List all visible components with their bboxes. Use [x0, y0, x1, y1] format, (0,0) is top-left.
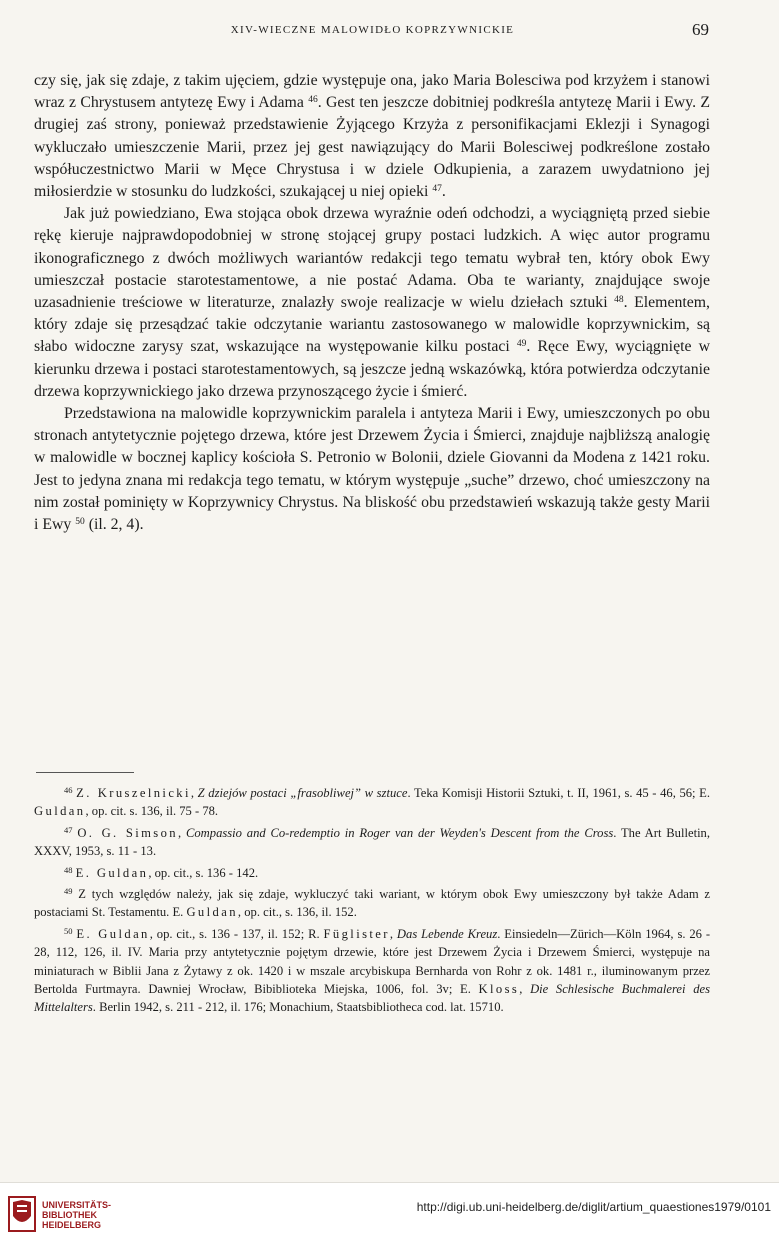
footnote-ref-50[interactable]: 50 [75, 517, 85, 528]
footnote-ref-49[interactable]: 49 [516, 339, 527, 350]
footnote-47: $^{47}$ O. G. Simson, Compassio and Co-redemptio in Roger van der Weyden's Descent from the Cross. The Art Bulletin, XXXV, 1953, s. 11 - 13. [34, 824, 711, 859]
library-name: UNIVERSITÄTS- BIBLIOTHEK HEIDELBERG [42, 1200, 112, 1230]
running-header [36, 20, 709, 44]
footnote-ref-46[interactable]: 46 [308, 95, 318, 106]
main-text [34, 70, 710, 536]
paragraph-2: Jak już powiedziano, Ewa stojąca obok drzewa wyraźnie odeń odchodzi, a wyciągniętą przed siebie rękę kieruje najprawdopodobniej w stronę stojącej grupy postaci ludzkich. A więc autor programu ikonograficznego z dwóch możliwych wariantów redakcji tego tematu wybrał ten, który obok Ewy umieszczał postacie starotestamentowe, a nie postać Adama. Oba te warianty, znajdujące swoje uzasadnienie treściowe w literaturze, znalazły swoje realizacje w wielu dziełach sztuki $^{48}$. Elementem, który zdaje się przesądzać takie odczytanie wariantu zastosowanego w malowidle koprzywnickim, są słabo widoczne zarysy szat, wskazujące na występowanie kilku postaci $^{49}$. Ręce Ewy, wyciągnięte w kierunku drzewa i postaci starotestamentowych, są jeszcze jedną wskazówką, która potwierdza odczytanie drzewa koprzywnickiego jako drzewa przynoszącego życie i śmierć. [34, 205, 710, 400]
footnote-48: $^{48}$ E. Guldan, op. cit., s. 136 - 142. [64, 864, 259, 880]
footnote-ref-47[interactable]: 47 [432, 184, 442, 195]
footnote-49: $^{49}$ Z tych względów należy, jak się zdaje, wykluczyć taki wariant, w którym obok Ewy umieszczony był także Adam z postaciami St. Testamentu. E. Guldan, op. cit., s. 136, il. 152. [34, 886, 711, 920]
paragraph-3: Przedstawiona na malowidle koprzywnickim paralela i antyteza Marii i Ewy, umieszczonych po obu stronach antytetycznie pojętego drzewa, które jest Drzewem Życia i Śmierci, znajduje najbliższą analogię w malowidle w bocznej kaplicy kościoła S. Petronio w Bolonii, dziele Giovanni da Modena z 1421 roku. Jest to jedyna znana mi redakcja tego tematu, w którym występuje „suche” drzewo, choć umieszczony na nim został pominięty w Koprzywnicy Chrystus. Na bliskość obu przedstawień wskazują także gesty Marii i Ewy $^{50}$ (il. 2, 4). [34, 405, 710, 534]
source-url[interactable]: http://digi.ub.uni-heidelberg.de/diglit/artium_quaestiones1979/0101 [416, 1200, 771, 1214]
footnotes [34, 784, 710, 1020]
page-number: 69 [692, 20, 709, 39]
running-title: XIV-WIECZNE MALOWIDŁO KOPRZYWNICKIE [230, 24, 515, 36]
paragraph-1: czy się, jak się zdaje, z takim ujęciem, gdzie występuje ona, jako Maria Bolesciwa pod krzyżem i stanowi wraz z Chrystusem antytezę Ewy i Adama $^{46}$. Gest ten jeszcze dobitniej podkreśla antytezę Marii i Ewy. Z drugiej zaś strony, ponieważ przedstawienie Żyjącego Krzyża z personifikacjami Eklezji i Synagogi wykluczało umieszczenie Marii, przez jej gest nawiązujący do Marii Bolesciwej podkreślone zostało współuczestnictwo Marii w Męce Chrystusa i w dziele Odkupienia, a zarazem uwydatniono jej miłosierdzie w stosunku do ludzkości, szukającej u niej opieki $^{47}$. [34, 72, 710, 201]
footnote-divider [36, 772, 134, 773]
footnote-ref-48[interactable]: 48 [614, 295, 624, 306]
library-footer [0, 1182, 779, 1247]
footnote-46: $^{46}$ Z. Kruszelnicki, Z dziejów postaci „frasobliwej” w sztuce. Teka Komisji Historii Sztuki, t. II, 1961, s. 45 - 46, 56; E. Guldan, op. cit. s. 136, il. 75 - 78. [34, 785, 710, 819]
footnote-50: $^{50}$ E. Guldan, op. cit., s. 136 - 137, il. 152; R. Füglister, Das Lebende Kreuz. Einsiedeln—Zürich—Köln 1964, s. 26 - 28, 112, 126, il. IV. Maria przy antytetycznie pojętym drzewie, które jest Drzewem Życia i Drzewem Śmierci, występuje na miniaturach w Biblii Jana z Żytawy z ok. 1420 i w mszale arcybiskupa Bernharda von Rohr z ok. 1481 r., iluminowanym przez Bertolda Furtmayra. Dawniej Wrocław, Bibiblioteka Miejska, 1006, fol. 3v; E. Kloss, Die Schlesische Buchmalerei des Mittelalters. Berlin 1942, s. 211 - 212, il. 176; Monachium, Staatsbibliotheca cod. lat. 15710. [34, 925, 711, 1015]
university-library-logo-icon [8, 1196, 36, 1232]
